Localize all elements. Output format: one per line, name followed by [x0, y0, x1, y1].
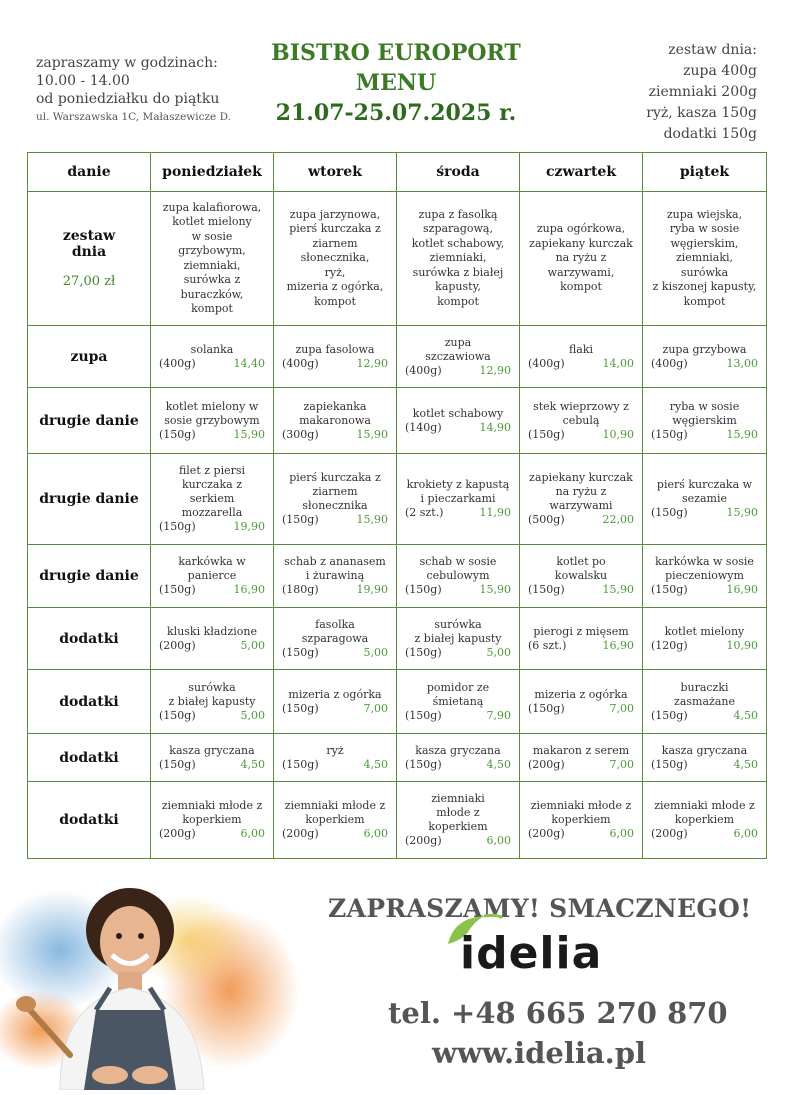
dish-name: ziemniaki	[431, 792, 485, 805]
set-of-day-cell	[520, 192, 643, 326]
set-item-line: kompot	[683, 294, 726, 308]
set-item-line: surówka z białej	[412, 265, 504, 279]
dish-name: zupa	[444, 335, 472, 349]
dish-name: kasza gryczana	[415, 743, 501, 757]
dish-name: koperkiem	[428, 820, 488, 833]
dish-cell	[274, 608, 397, 670]
dish-price: 15,90	[479, 583, 511, 596]
set-item-line: kompot	[191, 302, 233, 315]
dish-cell	[397, 454, 520, 545]
dish-name: młode z	[436, 806, 480, 819]
dish-name: kotlet po	[556, 555, 606, 568]
set-of-day-cell	[151, 192, 274, 326]
dish-weight: (200g)	[282, 827, 319, 840]
dish-name: surówka	[188, 680, 236, 694]
dish-price: 7,00	[363, 701, 388, 715]
set-item-line: kompot	[437, 294, 479, 308]
dish-name: zapiekany kurczak	[529, 471, 633, 484]
table-row	[28, 388, 767, 454]
row-label: drugie danie	[28, 454, 151, 545]
chef-illustration	[0, 880, 300, 1090]
dish-name: kasza gryczana	[169, 743, 255, 757]
table-row	[28, 782, 767, 859]
dish-name: warzywami	[549, 499, 613, 512]
dish-weight: (200g)	[528, 827, 565, 840]
dish-price: 10,90	[726, 638, 758, 652]
dish-price: 16,90	[233, 583, 265, 596]
column-header-day: środa	[397, 153, 520, 192]
set-label-line: zestaw	[62, 228, 116, 244]
set-item-line: ziemniaki,	[183, 258, 241, 272]
dish-weight: (150g)	[405, 708, 442, 722]
dish-weight: (150g)	[528, 583, 565, 596]
set-item-line: w sosie	[191, 229, 233, 243]
opening-hours	[36, 54, 231, 126]
dish-weight: (150g)	[159, 520, 196, 533]
set-item-line: ryba w sosie	[669, 222, 740, 236]
dish-cell	[151, 782, 274, 859]
dish-weight: (400g)	[159, 356, 196, 370]
set-item-line: węgierskim,	[670, 236, 739, 250]
dish-cell	[274, 326, 397, 388]
dish-price: 11,90	[479, 506, 511, 519]
dish-weight: (400g)	[528, 356, 565, 370]
dish-price: 12,90	[356, 356, 388, 370]
set-item-line: zupa ogórkowa,	[536, 222, 626, 236]
dish-weight: (400g)	[282, 356, 319, 370]
dish-cell	[643, 388, 767, 454]
row-label: drugie danie	[28, 545, 151, 608]
dish-price: 15,90	[602, 583, 634, 596]
dish-name: flaki	[568, 342, 594, 356]
set-item-line: zupa jarzynowa,	[289, 207, 381, 221]
dish-cell	[643, 454, 767, 545]
column-header-day: piątek	[643, 153, 767, 192]
dish-weight: (120g)	[651, 638, 688, 652]
dish-name: filet z piersi	[178, 464, 246, 477]
dish-weight: (150g)	[282, 701, 319, 715]
dish-cell	[274, 670, 397, 734]
set-item-line: kapusty,	[435, 280, 481, 294]
dish-weight: (6 szt.)	[528, 638, 567, 652]
dish-name: na ryżu z	[555, 485, 607, 498]
dish-cell	[397, 608, 520, 670]
set-item-line: szparagową,	[423, 222, 493, 236]
dish-name: sezamie	[682, 492, 727, 505]
dish-price: 14,40	[233, 356, 265, 370]
dish-name: mizeria z ogórka	[534, 687, 628, 701]
row-label: zupa	[28, 326, 151, 388]
idelia-logo: idelia	[460, 928, 603, 979]
dish-weight: (200g)	[159, 638, 196, 652]
dish-cell	[151, 608, 274, 670]
dish-price: 22,00	[602, 513, 634, 526]
table-row	[28, 670, 767, 734]
dish-cell	[643, 608, 767, 670]
dish-weight: (150g)	[159, 583, 196, 596]
dish-cell	[520, 734, 643, 782]
table-row	[28, 454, 767, 545]
dish-weight: (500g)	[528, 513, 565, 526]
set-item-line: słonecznika,	[300, 251, 370, 265]
dish-weight: (2 szt.)	[405, 506, 444, 519]
dish-cell	[520, 782, 643, 859]
dish-cell	[520, 454, 643, 545]
dish-price: 4,50	[733, 708, 758, 722]
dish-price: 4,50	[486, 757, 511, 771]
slogan: ZAPRASZAMY! SMACZNEGO!	[328, 894, 752, 923]
dish-cell	[643, 545, 767, 608]
dish-weight: (150g)	[405, 583, 442, 596]
dish-weight: (300g)	[282, 427, 319, 441]
dish-cell	[151, 388, 274, 454]
row-label: dodatki	[28, 608, 151, 670]
dish-price: 4,50	[363, 757, 388, 771]
dish-cell	[151, 734, 274, 782]
dish-name: karkówka w	[178, 555, 246, 568]
table-row	[28, 545, 767, 608]
dish-name: szparagowa	[301, 631, 369, 645]
dish-weight: (400g)	[405, 363, 442, 377]
dish-weight: (150g)	[651, 427, 688, 441]
dish-weight: (150g)	[651, 708, 688, 722]
dish-price: 10,90	[602, 427, 634, 441]
dish-cell	[397, 545, 520, 608]
dish-name: kotlet schabowy	[412, 406, 504, 420]
set-item-line: pierś kurczaka z	[289, 222, 381, 236]
set-item-line: surówka z	[183, 273, 241, 286]
dish-cell	[643, 734, 767, 782]
dish-price: 15,90	[356, 427, 388, 441]
dish-name: zapiekanka	[303, 399, 367, 413]
dish-name: i pieczarkami	[420, 492, 496, 505]
set-price: 27,00 zł	[62, 274, 116, 289]
dish-name: mozzarella	[181, 506, 243, 519]
set-of-day-cell	[643, 192, 767, 326]
column-header-dish: danie	[28, 153, 151, 192]
set-item-line: buraczków,	[180, 287, 244, 301]
menu-dates: 21.07-25.07.2025 r.	[275, 100, 517, 126]
dish-weight: (140g)	[405, 420, 442, 434]
dish-weight: (150g)	[405, 645, 442, 659]
dish-cell	[274, 388, 397, 454]
dish-cell	[397, 388, 520, 454]
dish-cell	[397, 326, 520, 388]
dish-weight: (200g)	[405, 834, 442, 847]
set-info	[646, 40, 757, 145]
dish-cell	[520, 608, 643, 670]
dish-weight: (150g)	[651, 757, 688, 771]
dish-weight: (150g)	[405, 757, 442, 771]
dish-cell	[397, 670, 520, 734]
dish-price: 6,00	[363, 827, 388, 840]
set-item-line: zupa z fasolką	[418, 207, 498, 221]
dish-name: ziemniaki młode z	[284, 799, 386, 812]
set-info-soup: zupa 400g	[683, 63, 757, 79]
dish-price: 13,00	[726, 356, 758, 370]
menu-title-block	[240, 38, 552, 128]
dish-price: 12,90	[479, 363, 511, 377]
dish-name: sosie grzybowym	[164, 413, 260, 427]
dish-name: fasolka	[315, 617, 355, 631]
hours-days: od poniedziałku do piątku	[36, 91, 220, 107]
dish-name: karkówka w sosie	[655, 555, 754, 568]
set-info-rice: ryż, kasza 150g	[646, 105, 757, 121]
dish-name: z białej kapusty	[414, 631, 502, 645]
dish-price: 16,90	[726, 583, 758, 596]
set-item-line: z kiszonej kapusty,	[652, 280, 757, 294]
dish-name: zupa fasolowa	[295, 342, 375, 356]
dish-weight: (150g)	[159, 708, 196, 722]
dish-name: makaron z serem	[532, 743, 630, 757]
table-row-set-of-day	[28, 192, 767, 326]
dish-cell	[397, 782, 520, 859]
dish-cell	[643, 326, 767, 388]
menu-label: MENU	[355, 70, 437, 96]
set-item-line: ziemniaki,	[675, 251, 734, 265]
set-item-line: zupa wiejska,	[666, 207, 743, 221]
dish-weight: (150g)	[159, 757, 196, 771]
dish-weight: (150g)	[651, 506, 688, 519]
table-row	[28, 326, 767, 388]
dish-price: 6,00	[486, 834, 511, 847]
dish-name: koperkiem	[674, 813, 735, 826]
row-label: drugie danie	[28, 388, 151, 454]
dish-name: kotlet mielony w	[165, 399, 259, 413]
dish-name: pierogi z mięsem	[533, 624, 629, 638]
dish-cell	[643, 782, 767, 859]
dish-name: ryż	[326, 743, 344, 757]
set-item-line: grzybowym,	[178, 244, 246, 257]
dish-weight: (150g)	[159, 427, 196, 441]
dish-name: szczawiowa	[425, 349, 491, 363]
column-header-day: poniedziałek	[151, 153, 274, 192]
dish-name: pieczeniowym	[665, 569, 744, 582]
dish-name: ziemniaki młode z	[654, 799, 755, 812]
dish-name: śmietaną	[432, 694, 484, 708]
dish-cell	[643, 670, 767, 734]
dish-name: ziemniaki młode z	[161, 799, 263, 812]
dish-price: 15,90	[726, 506, 758, 519]
dish-weight: (150g)	[528, 427, 565, 441]
set-of-day-cell	[397, 192, 520, 326]
dish-name: kluski kładzione	[167, 624, 257, 638]
set-info-title: zestaw dnia:	[668, 42, 757, 58]
dish-price: 15,90	[356, 513, 388, 526]
dish-name: solanka	[190, 342, 234, 356]
dish-weight: (180g)	[282, 583, 319, 596]
dish-cell	[520, 326, 643, 388]
set-item-line: zapiekany kurczak	[529, 236, 633, 250]
set-item-line: kompot	[314, 294, 356, 308]
dish-cell	[151, 545, 274, 608]
address: ul. Warszawska 1C, Małaszewicze D.	[36, 111, 231, 123]
dish-name: stek wieprzowy z	[533, 399, 629, 413]
set-item-line: ryż,	[324, 265, 346, 279]
dish-name: koperkiem	[182, 813, 242, 826]
dish-name: krokiety z kapustą	[406, 478, 510, 491]
set-item-line: na ryżu z	[555, 251, 607, 265]
set-item-line: ziarnem	[312, 236, 358, 250]
dish-name: surówka	[434, 617, 482, 631]
dish-price: 14,90	[479, 420, 511, 434]
dish-name: buraczki	[680, 680, 729, 694]
dish-name: mizeria z ogórka	[288, 687, 382, 701]
row-label: dodatki	[28, 782, 151, 859]
dish-cell	[520, 388, 643, 454]
dish-name: kurczaka z	[181, 478, 243, 491]
hours-intro: zapraszamy w godzinach:	[36, 55, 218, 71]
dish-weight: (200g)	[651, 827, 688, 840]
column-header-day: wtorek	[274, 153, 397, 192]
dish-name: i żurawiną	[305, 569, 365, 582]
set-item-line: warzywami,	[547, 265, 615, 279]
dish-name: cebulowym	[426, 569, 490, 582]
dish-cell	[151, 670, 274, 734]
dish-price: 6,00	[733, 827, 758, 840]
dish-cell	[274, 454, 397, 545]
dish-name: ryba w sosie	[669, 399, 740, 413]
row-label: dodatki	[28, 734, 151, 782]
dish-name: kotlet mielony	[664, 624, 745, 638]
table-header-row	[28, 153, 767, 192]
dish-weight: (400g)	[651, 356, 688, 370]
dish-weight: (150g)	[282, 645, 319, 659]
dish-name: węgierskim	[672, 413, 737, 427]
set-item-line: kompot	[560, 280, 602, 294]
dish-weight: (150g)	[528, 701, 565, 715]
set-info-potatoes: ziemniaki 200g	[648, 84, 757, 100]
dish-weight: (200g)	[159, 827, 196, 840]
dish-name: schab w sosie	[419, 555, 497, 568]
phone-number[interactable]: tel. +48 665 270 870	[388, 996, 728, 1030]
dish-weight: (150g)	[282, 757, 319, 771]
dish-cell	[520, 545, 643, 608]
dish-name: ziarnem	[312, 485, 358, 498]
dish-name: cebulą	[562, 413, 600, 427]
dish-name: koperkiem	[551, 813, 611, 826]
dish-name: koperkiem	[305, 813, 365, 826]
set-item-line: ziemniaki,	[429, 251, 487, 265]
set-label-line: dnia	[71, 244, 107, 260]
row-label: dodatki	[28, 670, 151, 734]
table-row	[28, 608, 767, 670]
dish-name: makaronowa	[299, 413, 371, 427]
dish-price: 19,90	[356, 583, 388, 596]
dish-name: serkiem	[189, 492, 235, 505]
column-header-day: czwartek	[520, 153, 643, 192]
dish-cell	[397, 734, 520, 782]
dish-name: ziemniaki młode z	[530, 799, 632, 812]
dish-price: 4,50	[240, 757, 265, 771]
dish-name: pierś kurczaka w	[656, 478, 753, 491]
dish-name: słonecznika	[302, 499, 368, 512]
dish-name: kasza gryczana	[661, 743, 748, 757]
website-link[interactable]: www.idelia.pl	[432, 1036, 647, 1070]
dish-price: 6,00	[240, 827, 265, 840]
set-item-line: surówka	[680, 265, 729, 279]
dish-cell	[274, 782, 397, 859]
set-item-line: zupa kalafiorowa,	[162, 200, 262, 214]
dish-name: schab z ananasem	[284, 555, 386, 568]
dish-name: zupa grzybowa	[662, 342, 747, 356]
dish-cell	[520, 670, 643, 734]
set-of-day-cell	[274, 192, 397, 326]
dish-price: 5,00	[240, 708, 265, 722]
dish-price: 7,00	[609, 757, 634, 771]
weekly-menu-table	[27, 152, 767, 859]
dish-price: 15,90	[233, 427, 265, 441]
dish-price: 7,90	[486, 708, 511, 722]
dish-name: kowalsku	[554, 569, 608, 582]
dish-price: 7,00	[609, 701, 634, 715]
dish-price: 5,00	[240, 638, 265, 652]
dish-price: 6,00	[609, 827, 634, 840]
set-info-sides: dodatki 150g	[663, 126, 757, 142]
dish-price: 19,90	[233, 520, 265, 533]
dish-weight: (150g)	[282, 513, 319, 526]
dish-weight: (150g)	[651, 583, 688, 596]
dish-name: zasmażane	[674, 694, 735, 708]
bistro-name: BISTRO EUROPORT	[271, 40, 521, 66]
set-item-line: kotlet schabowy,	[411, 236, 505, 250]
dish-name: z białej kapusty	[168, 694, 256, 708]
hours-time: 10.00 - 14.00	[36, 73, 130, 89]
dish-cell	[151, 454, 274, 545]
dish-price: 4,50	[733, 757, 758, 771]
dish-cell	[151, 326, 274, 388]
dish-price: 5,00	[486, 645, 511, 659]
dish-price: 5,00	[363, 645, 388, 659]
set-item-line: mizeria z ogórka,	[286, 280, 384, 294]
dish-name: panierce	[187, 569, 237, 582]
dish-cell	[274, 734, 397, 782]
dish-cell	[274, 545, 397, 608]
table-row	[28, 734, 767, 782]
dish-name: pierś kurczaka z	[289, 471, 381, 484]
dish-price: 14,00	[602, 356, 634, 370]
set-item-line: kotlet mielony	[172, 215, 252, 228]
dish-name: pomidor ze	[426, 680, 490, 694]
dish-price: 15,90	[726, 427, 758, 441]
dish-price: 16,90	[602, 638, 634, 652]
row-label-set-of-day	[28, 192, 151, 326]
dish-weight: (200g)	[528, 757, 565, 771]
